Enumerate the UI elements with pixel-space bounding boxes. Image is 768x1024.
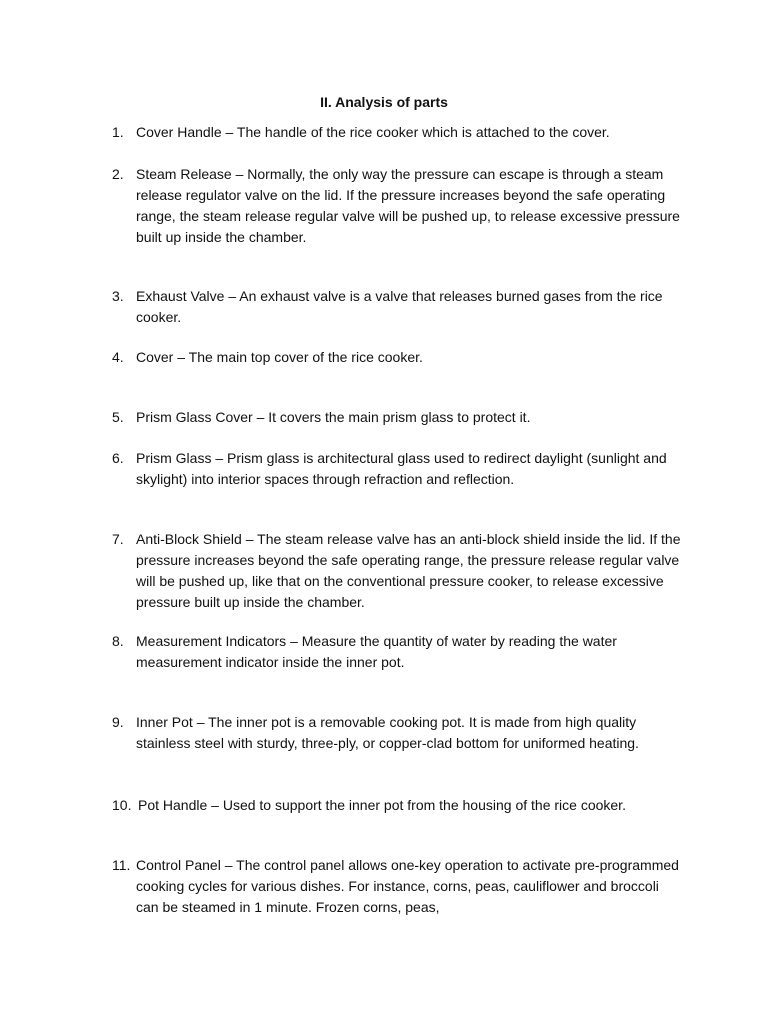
list-item-cover-handle [112, 122, 682, 143]
item-text: Steam Release – Normally, the only way the pressure can escape is through a steam release regulator valve on the lid. If the pressure increases beyond the safe operating range, the steam release regular valve will be pushed up, to release excessive pressure built up inside the chamber. [136, 166, 680, 245]
item-number: 11. [112, 857, 131, 873]
list-item-steam-release [112, 164, 682, 248]
item-text: Control Panel – The control panel allows one-key operation to activate pre-programmed cooking cycles for various dishes. For instance, corns, peas, cauliflower and broccoli can be steamed in 1 minute. Frozen corns, peas, [136, 857, 679, 915]
item-number: 6. [112, 450, 124, 466]
item-number: 9. [112, 714, 124, 730]
item-number: 2. [112, 166, 124, 182]
list-item-control-panel [112, 855, 682, 918]
item-number: 7. [112, 531, 124, 547]
section-title: II. Analysis of parts [320, 94, 448, 110]
list-item-exhaust-valve [112, 286, 682, 328]
item-number: 4. [112, 349, 124, 365]
item-text: Anti-Block Shield – The steam release valve has an anti-block shield inside the lid. If the pressure increases beyond the safe operating range, the pressure release regular valve will be pushed up, like that on the conventional pressure cooker, to release excessive pressure built up inside the chamber. [136, 531, 681, 610]
list-item-cover [112, 347, 682, 368]
list-item-anti-block-shield [112, 529, 682, 613]
item-text: Measurement Indicators – Measure the quantity of water by reading the water measurement indicator inside the inner pot. [136, 633, 617, 670]
item-text: Prism Glass – Prism glass is architectural glass used to redirect daylight (sunlight and skylight) into interior spaces through refraction and reflection. [136, 450, 667, 487]
item-text: Cover Handle – The handle of the rice cooker which is attached to the cover. [136, 124, 610, 140]
item-text: Cover – The main top cover of the rice cooker. [136, 349, 423, 365]
item-text: Inner Pot – The inner pot is a removable cooking pot. It is made from high quality stainless steel with sturdy, three-ply, or copper-clad bottom for uniformed heating. [136, 714, 639, 751]
list-item-prism-glass-cover [112, 407, 682, 428]
item-number: 8. [112, 633, 124, 649]
item-number: 1. [112, 124, 124, 140]
item-number: 10. [112, 797, 132, 813]
list-item-pot-handle [112, 795, 682, 816]
item-text: Prism Glass Cover – It covers the main prism glass to protect it. [136, 409, 531, 425]
list-item-measurement-indicators [112, 631, 682, 673]
item-number: 5. [112, 409, 124, 425]
item-text: Exhaust Valve – An exhaust valve is a valve that releases burned gases from the rice cooker. [136, 288, 663, 325]
item-number: 3. [112, 288, 124, 304]
list-item-prism-glass [112, 448, 682, 490]
list-item-inner-pot [112, 712, 682, 754]
item-text: Pot Handle – Used to support the inner pot from the housing of the rice cooker. [138, 797, 626, 813]
